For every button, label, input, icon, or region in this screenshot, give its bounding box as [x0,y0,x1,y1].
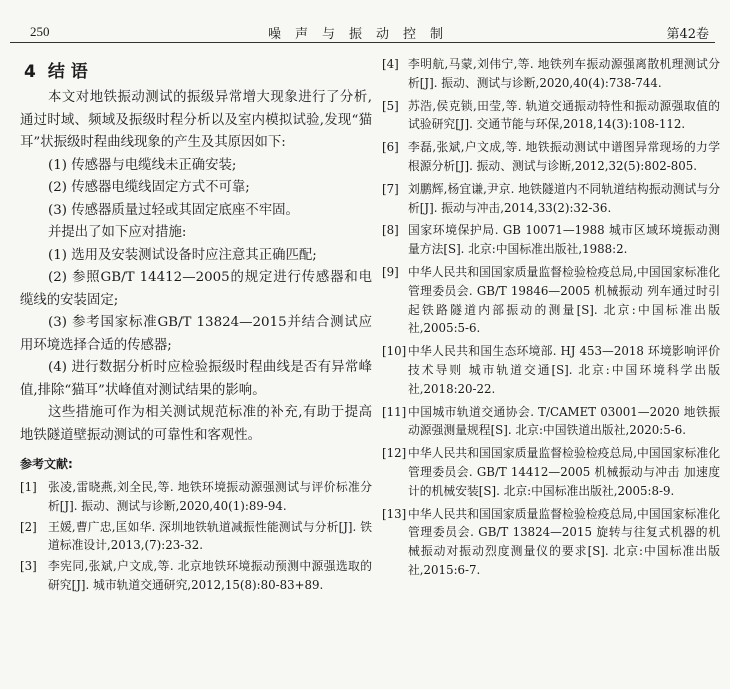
reference-text: 中华人民共和国生态环境部. HJ 453—2018 环境影响评价技术导则 城市轨道交通[S]. 北京:中国环境科学出版社,2018:20-22. [408,344,720,396]
reference-item [382,180,720,218]
reference-number: [6] [382,140,399,155]
reference-number: [10] [382,344,407,359]
measure-item-2: (2) 参照GB/T 14412—2005的规定进行传感器和电缆线的安装固定; [20,270,372,308]
left-column [20,55,372,597]
reference-text: 刘鹏辉,杨宜谦,尹京. 地铁隧道内不同轨道结构振动测试与分析[J]. 振动与冲击,2014,33(2):32-36. [408,181,720,215]
reference-number: [8] [382,223,399,238]
reference-text: 中华人民共和国国家质量监督检验检疫总局,中国国家标准化管理委员会. GB/T 14412—2005 机械振动与冲击 加速度计的机械安装[S]. 北京:中国标准出版社,2005:8-9. [408,446,720,498]
reference-item [382,55,720,93]
reference-text: 国家环境保护局. GB 10071—1988 城市区域环境振动测量方法[S]. 北京:中国标准出版社,1988:2. [408,223,720,257]
cause-item-1: (1) 传感器与电缆线未正确安装; [48,157,237,173]
reference-number: [5] [382,98,399,113]
reference-item [20,478,372,516]
reference-text: 苏浩,侯克锁,田莹,等. 轨道交通振动特性和振动源强取值的试验研究[J]. 交通节能与环保,2018,14(3):108-112. [408,98,720,132]
reference-number: [7] [382,181,399,196]
section-title: 结 语 [47,62,88,82]
reference-text: 中华人民共和国国家质量监督检验检疫总局,中国国家标准化管理委员会. GB/T 19846—2005 机械振动 列车通过时引起铁路隧道内部振动的测量[S]. 北京:中国标准出版社,2005:5-6. [408,264,720,336]
reference-text: 中国城市轨道交通协会. T/CAMET 03001—2020 地铁振动源强测量规程[S]. 北京:中国铁道出版社,2020:5-6. [408,404,720,438]
measure-item-1: (1) 选用及安装测试设备时应注意其正确匹配; [48,247,317,263]
reference-item [382,444,720,500]
reference-number: [12] [382,446,407,461]
cause-item-3: (3) 传感器质量过轻或其固定底座不牢固。 [48,202,299,218]
reference-text: 李宪同,张斌,户文成,等. 北京地铁环境振动预测中源强选取的研究[J]. 城市轨道交通研究,2012,15(8):80-83+89. [48,559,372,592]
right-column [382,55,720,584]
journal-title: 噪声与振动控制 [267,27,457,42]
reference-number: [3] [20,559,37,574]
measure-item-3: (3) 参考国家标准GB/T 13824—2015并结合测试应用环境选择合适的传感器; [20,315,372,353]
running-header [10,20,715,43]
reference-item [382,342,720,398]
reference-item [382,97,720,135]
reference-number: [11] [382,404,407,419]
reference-number: [13] [382,506,407,521]
reference-item [382,138,720,176]
reference-item [382,403,720,441]
reference-number: [2] [20,519,37,534]
reference-number: [1] [20,480,37,494]
reference-text: 王媛,曹广忠,匡如华. 深圳地铁轨道减振性能测试与分析[J]. 铁道标准设计,2013,(7):23-32. [48,519,372,553]
reference-number: [9] [382,264,399,279]
reference-text: 中华人民共和国国家质量监督检验检疫总局,中国国家标准化管理委员会. GB/T 13824—2015 旋转与往复式机器的机械振动对振动烈度测量仪的要求[S]. 北京:中国标准出版社,2015:6-7. [408,506,720,577]
section-heading [24,57,372,83]
reference-text: 张凌,雷晓燕,刘全民,等. 地铁环境振动源强测试与评价标准分析[J]. 振动、测试与诊断,2020,40(1):89-94. [48,480,372,513]
reference-item [382,221,720,259]
reference-number: [4] [382,57,399,71]
cause-item-2: (2) 传感器电缆线固定方式不可靠; [48,180,250,195]
conclusion-paragraph: 本文对地铁振动测试的振级异常增大现象进行了分析,通过时域、频域及振级时程分析以及室内模拟试验,发现“猫耳”状振级时程曲线现象的产生及其原因如下: [20,90,372,150]
references-heading: 参考文献: [20,457,73,471]
reference-item [382,505,720,580]
measures-intro: 并提出了如下应对措施: [48,225,187,240]
reference-text: 李磊,张斌,户文成,等. 地铁振动测试中谱图异常现场的力学根源分析[J]. 振动、测试与诊断,2012,32(5):802-805. [408,140,720,173]
reference-item [382,263,720,338]
volume-label: 第42卷 [666,27,709,42]
reference-text: 李明航,马蒙,刘伟宁,等. 地铁列车振动源强离散机理测试分析[J]. 振动、测试与诊断,2020,40(4):738-744. [408,57,720,90]
page-number: 250 [30,24,50,39]
measure-item-4: (4) 进行数据分析时应检验振级时程曲线是否有异常峰值,排除“猫耳”状峰值对测试结果的影响。 [20,360,372,398]
section-number: 4 [24,62,36,82]
closing-paragraph: 这些措施可作为相关测试规范标准的补充,有助于提高地铁隧道壁振动测试的可靠性和客观性。 [20,405,372,443]
reference-item [20,518,372,556]
reference-item [20,557,372,595]
